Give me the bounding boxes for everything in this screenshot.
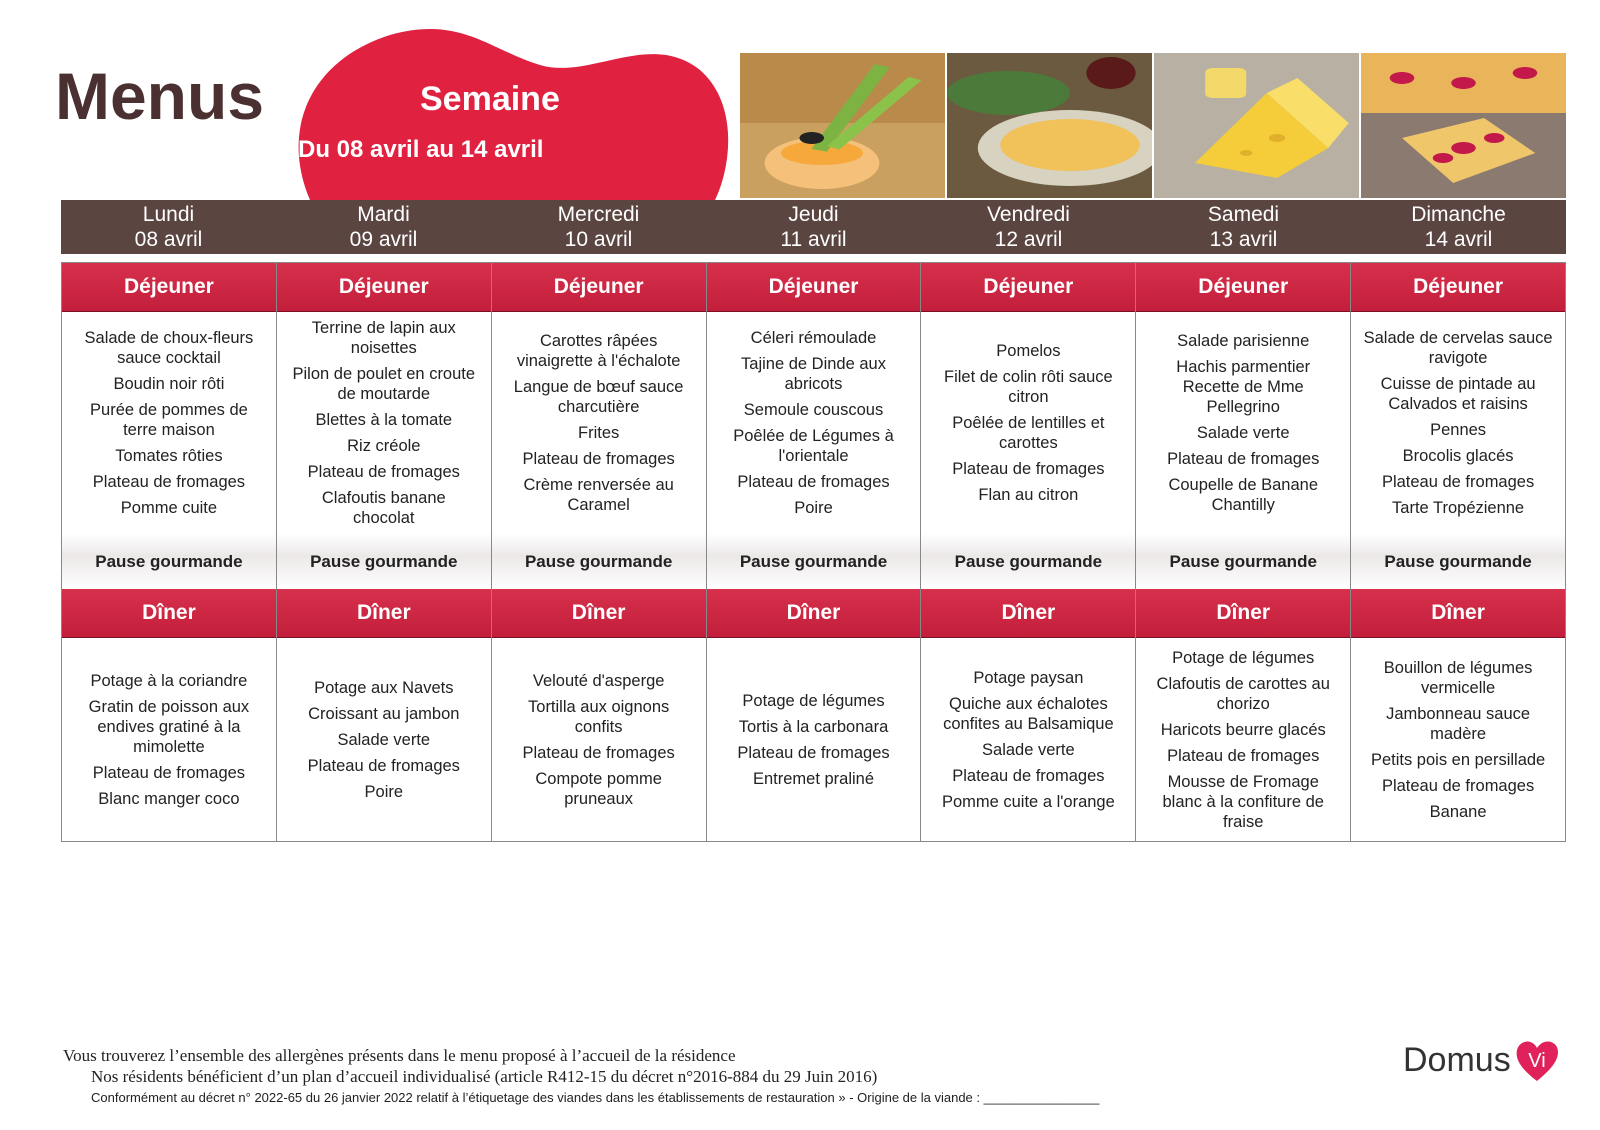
snack-label: Pause gourmande (921, 534, 1135, 589)
menu-item: Potage de légumes (742, 691, 885, 710)
menu-item: Filet de colin rôti sauce citron (943, 368, 1113, 406)
menu-item: Potage de légumes (1172, 648, 1315, 667)
menu-item: Salade verte (1196, 424, 1290, 442)
logo-text: Domus (1403, 1040, 1511, 1079)
menu-item: Plateau de fromages (522, 743, 675, 762)
menu-item: Plateau de fromages (737, 473, 890, 491)
menu-item: Plateau de fromages (952, 460, 1105, 478)
menu-item: Pennes (1430, 421, 1487, 439)
menu-item: Purée de pommes de terre maison (90, 401, 248, 439)
menu-column-dimanche (1351, 263, 1565, 841)
dinner-items (1351, 638, 1565, 841)
day-header-samedi (1136, 200, 1351, 254)
menu-item: Salade verte (982, 740, 1075, 759)
menu-column-vendredi (921, 263, 1136, 841)
day-header-jeudi (706, 200, 921, 254)
menu-item: Terrine de lapin aux noisettes (311, 319, 456, 357)
snack-label: Pause gourmande (62, 534, 276, 589)
lunch-header: Déjeuner (921, 263, 1135, 312)
menu-item: Blanc manger coco (98, 789, 240, 808)
menu-column-lundi (62, 263, 277, 841)
dinner-header: Dîner (62, 589, 276, 638)
week-dates: Du 08 avril au 14 avril (298, 136, 544, 163)
svg-text:Vi: Vi (1527, 1050, 1546, 1072)
day-date: 09 avril (349, 228, 418, 251)
menu-item: Céleri rémoulade (750, 329, 877, 347)
menu-item: Salade de cervelas sauce ravigote (1363, 329, 1553, 367)
day-name: Mercredi (557, 203, 640, 226)
lunch-items (277, 312, 491, 534)
lunch-items (707, 312, 921, 534)
dinner-header: Dîner (1351, 589, 1565, 638)
menu-item: Riz créole (347, 437, 421, 455)
day-date: 10 avril (564, 228, 633, 251)
menu-item: Semoule couscous (743, 401, 884, 419)
lunch-header: Déjeuner (492, 263, 706, 312)
day-date: 08 avril (134, 228, 203, 251)
day-date: 13 avril (1209, 228, 1278, 251)
menu-item: Plateau de fromages (92, 473, 246, 491)
photo-cheese (1154, 53, 1359, 198)
lunch-items (492, 312, 706, 534)
lunch-header: Déjeuner (1351, 263, 1565, 312)
day-name: Jeudi (788, 203, 839, 226)
menu-item: Langue de bœuf sauce charcutière (513, 378, 684, 416)
menu-item: Banane (1429, 802, 1487, 821)
menu-item: Velouté d'asperge (532, 671, 665, 690)
menu-column-mercredi (492, 263, 707, 841)
menu-item: Carottes râpées vinaigrette à l'échalote (516, 332, 681, 370)
day-date: 12 avril (994, 228, 1063, 251)
menu-item: Pomme cuite a l'orange (941, 792, 1115, 811)
menu-item: Potage à la coriandre (90, 671, 248, 690)
day-header-mercredi (491, 200, 706, 254)
day-header-vendredi (921, 200, 1136, 254)
photo-cherry-clafoutis (1361, 53, 1566, 198)
dinner-header: Dîner (492, 589, 706, 638)
menu-column-samedi (1136, 263, 1351, 841)
menu-item: Clafoutis banane chocolat (321, 489, 446, 527)
menu-item: Poire (794, 499, 833, 517)
menu-grid (61, 262, 1566, 842)
snack-label: Pause gourmande (492, 534, 706, 589)
lunch-header: Déjeuner (1136, 263, 1350, 312)
menu-item: Salade de choux-fleurs sauce cocktail (84, 329, 254, 367)
food-photo-strip (740, 53, 1566, 198)
menu-item: Plateau de fromages (307, 756, 460, 775)
menu-item: Plateau de fromages (92, 763, 246, 782)
lunch-items (921, 312, 1135, 534)
menu-item: Plateau de fromages (522, 450, 675, 468)
menu-item: Plateau de fromages (1167, 746, 1320, 765)
menu-item: Potage aux Navets (314, 678, 454, 697)
menu-item: Plateau de fromages (1167, 450, 1320, 468)
menu-item: Frites (578, 424, 620, 442)
menu-item: Salade verte (337, 730, 431, 749)
snack-label: Pause gourmande (707, 534, 921, 589)
day-name: Vendredi (987, 203, 1070, 226)
menu-item: Tarte Tropézienne (1392, 499, 1525, 517)
day-header-dimanche (1351, 200, 1566, 254)
menu-item: Coupelle de Banane Chantilly (1168, 476, 1318, 514)
photo-asparagus-verrine (740, 53, 945, 198)
menu-item: Blettes à la tomate (315, 411, 453, 429)
dinner-items (707, 638, 921, 841)
heart-logo-icon (1513, 1037, 1561, 1083)
lunch-items (1136, 312, 1350, 534)
photo-pasta-dish (947, 53, 1152, 198)
day-date: 11 avril (780, 228, 847, 251)
dinner-items (921, 638, 1135, 841)
meat-origin-note: Conformément au décret n° 2022-65 du 26 janvier 2022 relatif à l’étiquetage des viandes dans les établissements de restauration » - Origine de la viande : ________________ (91, 1090, 1100, 1105)
menu-item: Pilon de poulet en croute de moutarde (292, 365, 476, 403)
day-header-mardi (276, 200, 491, 254)
menu-item: Plateau de fromages (737, 743, 890, 762)
menu-item: Boudin noir rôti (113, 375, 225, 393)
allergen-note: Vous trouverez l’ensemble des allergènes présents dans le menu proposé à l’accueil de la résidence (63, 1046, 736, 1065)
lunch-items (1351, 312, 1565, 534)
menu-column-jeudi (707, 263, 922, 841)
dinner-header: Dîner (921, 589, 1135, 638)
menu-item: Plateau de fromages (1381, 473, 1535, 491)
day-name: Dimanche (1411, 203, 1506, 226)
menu-item: Haricots beurre glacés (1160, 720, 1326, 739)
menu-item: Tajine de Dinde aux abricots (741, 355, 886, 393)
menu-item: Plateau de fromages (307, 463, 460, 481)
menu-item: Tortis à la carbonara (738, 717, 889, 736)
menu-item: Poêlée de lentilles et carottes (952, 414, 1105, 452)
care-plan-note: Nos résidents bénéficient d’un plan d’accueil individualisé (article R412-15 du décret n°2016-884 du 29 Juin 2016) (91, 1067, 878, 1086)
day-date: 14 avril (1424, 228, 1493, 251)
page-title: Menus (55, 59, 265, 133)
menu-item: Tomates rôties (115, 447, 223, 465)
lunch-header: Déjeuner (62, 263, 276, 312)
menu-item: Quiche aux échalotes confites au Balsamique (943, 694, 1114, 733)
snack-label: Pause gourmande (277, 534, 491, 589)
menu-item: Gratin de poisson aux endives gratiné à la mimolette (88, 697, 250, 756)
menu-item: Potage paysan (973, 668, 1084, 687)
menu-item: Plateau de fromages (952, 766, 1105, 785)
day-name: Samedi (1207, 203, 1280, 226)
lunch-header: Déjeuner (707, 263, 921, 312)
menu-item: Petits pois en persillade (1370, 750, 1546, 769)
menu-item: Plateau de fromages (1381, 776, 1535, 795)
dinner-header: Dîner (1136, 589, 1350, 638)
dinner-header: Dîner (277, 589, 491, 638)
menu-item: Compote pomme pruneaux (535, 769, 662, 808)
day-name: Lundi (142, 203, 195, 226)
menu-item: Crème renversée au Caramel (523, 476, 674, 514)
menu-item: Entremet praliné (752, 769, 875, 788)
menu-item: Pomme cuite (120, 499, 218, 517)
dinner-items (62, 638, 276, 841)
week-label: Semaine (420, 80, 560, 118)
menu-item: Cuisse de pintade au Calvados et raisins (1380, 375, 1536, 413)
lunch-items (62, 312, 276, 534)
menu-item: Pomelos (996, 342, 1061, 360)
dinner-items (1136, 638, 1350, 841)
menu-item: Jambonneau sauce madère (1386, 704, 1531, 743)
lunch-header: Déjeuner (277, 263, 491, 312)
dinner-header: Dîner (707, 589, 921, 638)
menu-item: Bouillon de légumes vermicelle (1383, 658, 1533, 697)
snack-label: Pause gourmande (1351, 534, 1565, 589)
dinner-items (277, 638, 491, 841)
menu-item: Brocolis glacés (1402, 447, 1514, 465)
menu-item: Salade parisienne (1177, 332, 1310, 350)
day-header-bar (61, 200, 1566, 254)
menu-item: Clafoutis de carottes au chorizo (1156, 674, 1330, 713)
domusvi-logo (1403, 1035, 1561, 1085)
menu-item: Hachis parmentier Recette de Mme Pellegrino (1176, 358, 1311, 416)
menu-item: Poire (364, 782, 404, 801)
day-name: Mardi (357, 203, 410, 226)
day-header-lundi (61, 200, 276, 254)
dinner-items (492, 638, 706, 841)
snack-label: Pause gourmande (1136, 534, 1350, 589)
menu-item: Tortilla aux oignons confits (528, 697, 670, 736)
menu-item: Flan au citron (978, 486, 1079, 504)
menu-item: Poêlée de Légumes à l'orientale (733, 427, 894, 465)
menu-column-mardi (277, 263, 492, 841)
menu-item: Mousse de Fromage blanc à la confiture de fraise (1162, 772, 1324, 831)
menu-item: Croissant au jambon (308, 704, 460, 723)
